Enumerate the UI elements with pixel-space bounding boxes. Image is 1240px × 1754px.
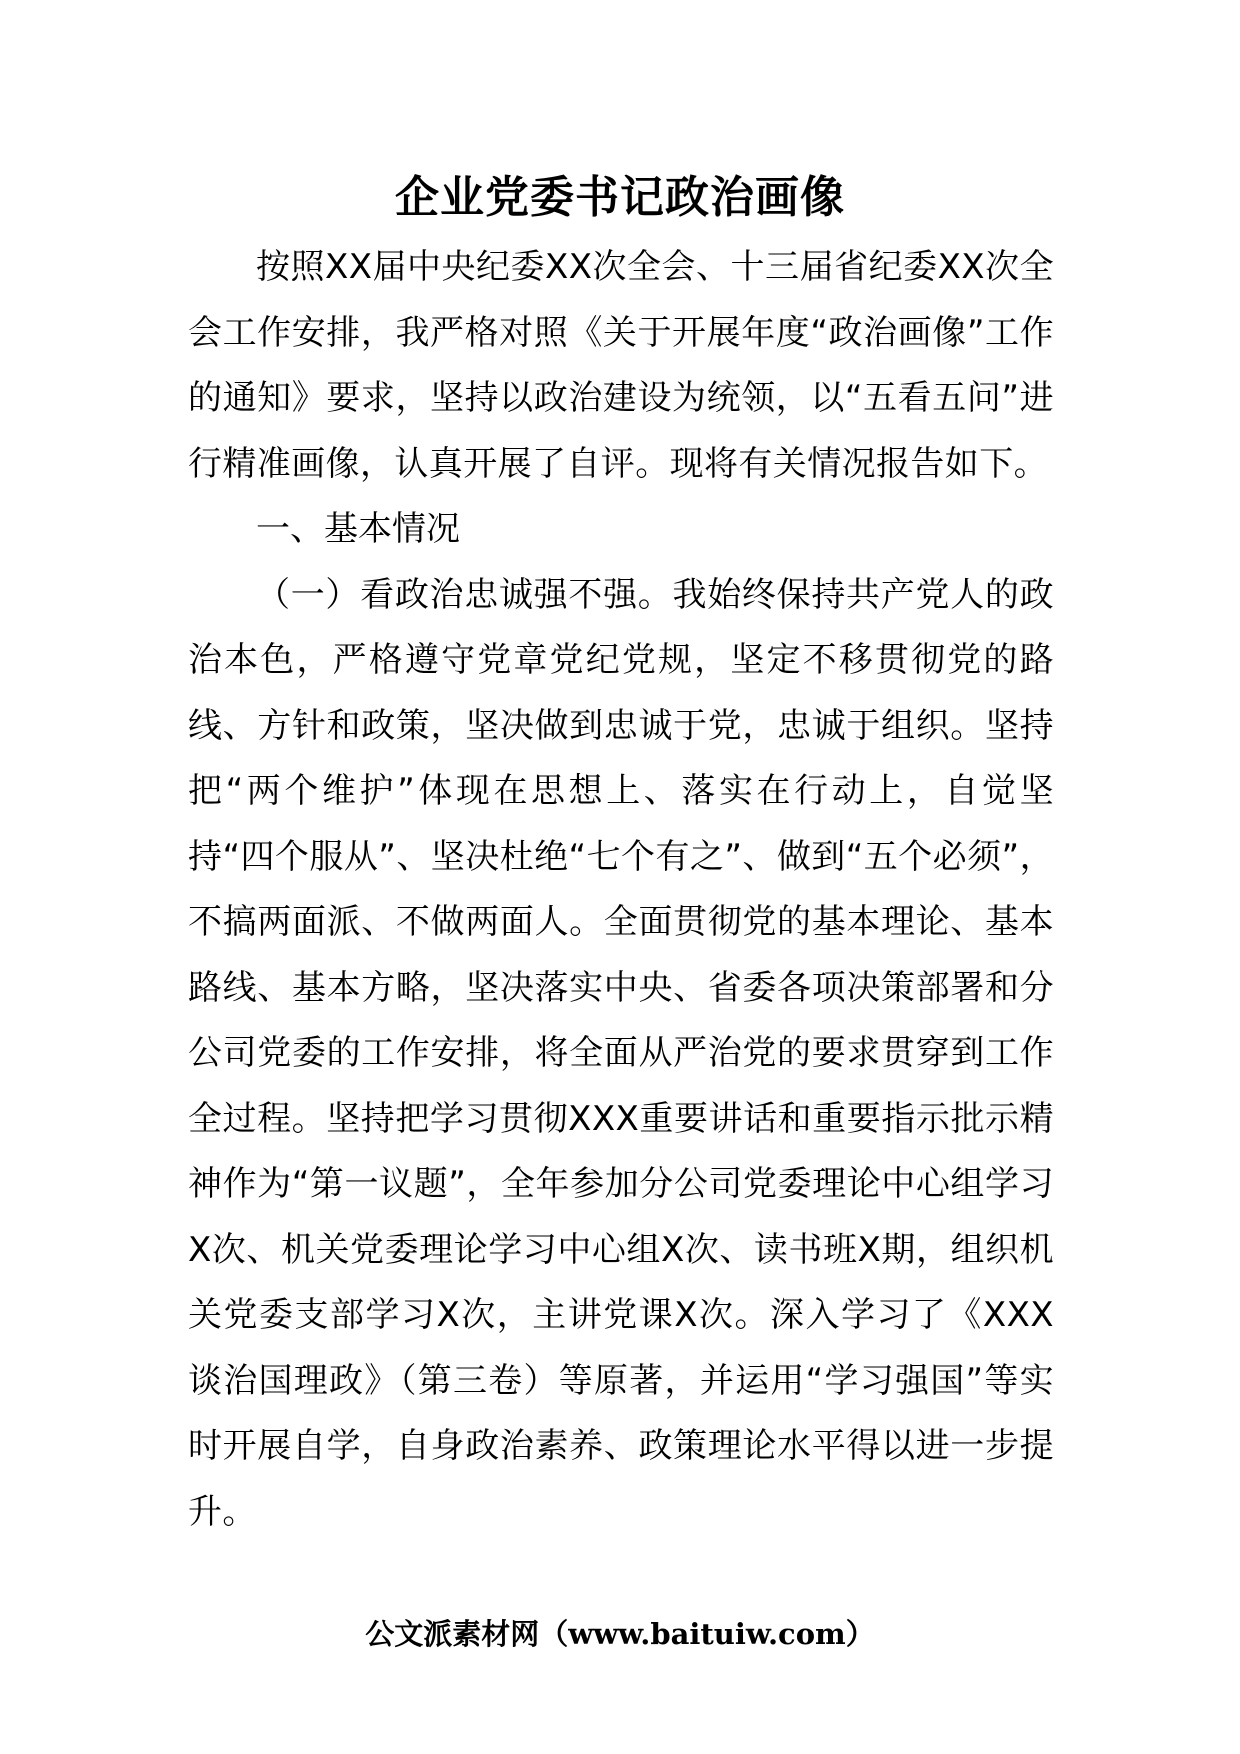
section-item-political-loyalty: （一）看政治忠诚强不强。我始终保持共产党人的政治本色，严格遵守党章党纪党规，坚定不移贯彻党的路线、方针和政策，坚决做到忠诚于党，忠诚于组织。坚持把“两个维护”体现在思想上、落实在行动上，自觉坚持“四个服从”、坚决杜绝“七个有之”、做到“五个必须”，不搞两面派、不做两面人。全面贯彻党的基本理论、基本路线、基本方略，坚决落实中央、省委各项决策部署和分公司党委的工作安排，将全面从严治党的要求贯穿到工作全过程。坚持把学习贯彻XXX重要讲话和重要指示批示精神作为“第一议题”，全年参加分公司党委理论中心组学习X次、机关党委理论学习中心组X次、读书班X期，组织机关党委支部学习X次，主讲党课X次。深入学习了《XXX谈治国理政》（第三卷）等原著，并运用“学习强国”等实时开展自学，自身政治素养、政策理论水平得以进一步提升。: [188, 574, 1054, 1532]
document-title: 企业党委书记政治画像: [395, 172, 845, 223]
document-body: [188, 235, 1054, 1545]
footer-watermark: 公文派素材网（www.baituiw.com）: [365, 1617, 875, 1651]
section-heading-basic-situation: 一、基本情况: [256, 509, 460, 549]
intro-paragraph: 按照XX届中央纪委XX次全会、十三届省纪委XX次全会工作安排，我严格对照《关于开展年度“政治画像”工作的通知》要求，坚持以政治建设为统领，以“五看五问”进行精准画像，认真开展了自评。现将有关情况报告如下。: [188, 247, 1054, 484]
